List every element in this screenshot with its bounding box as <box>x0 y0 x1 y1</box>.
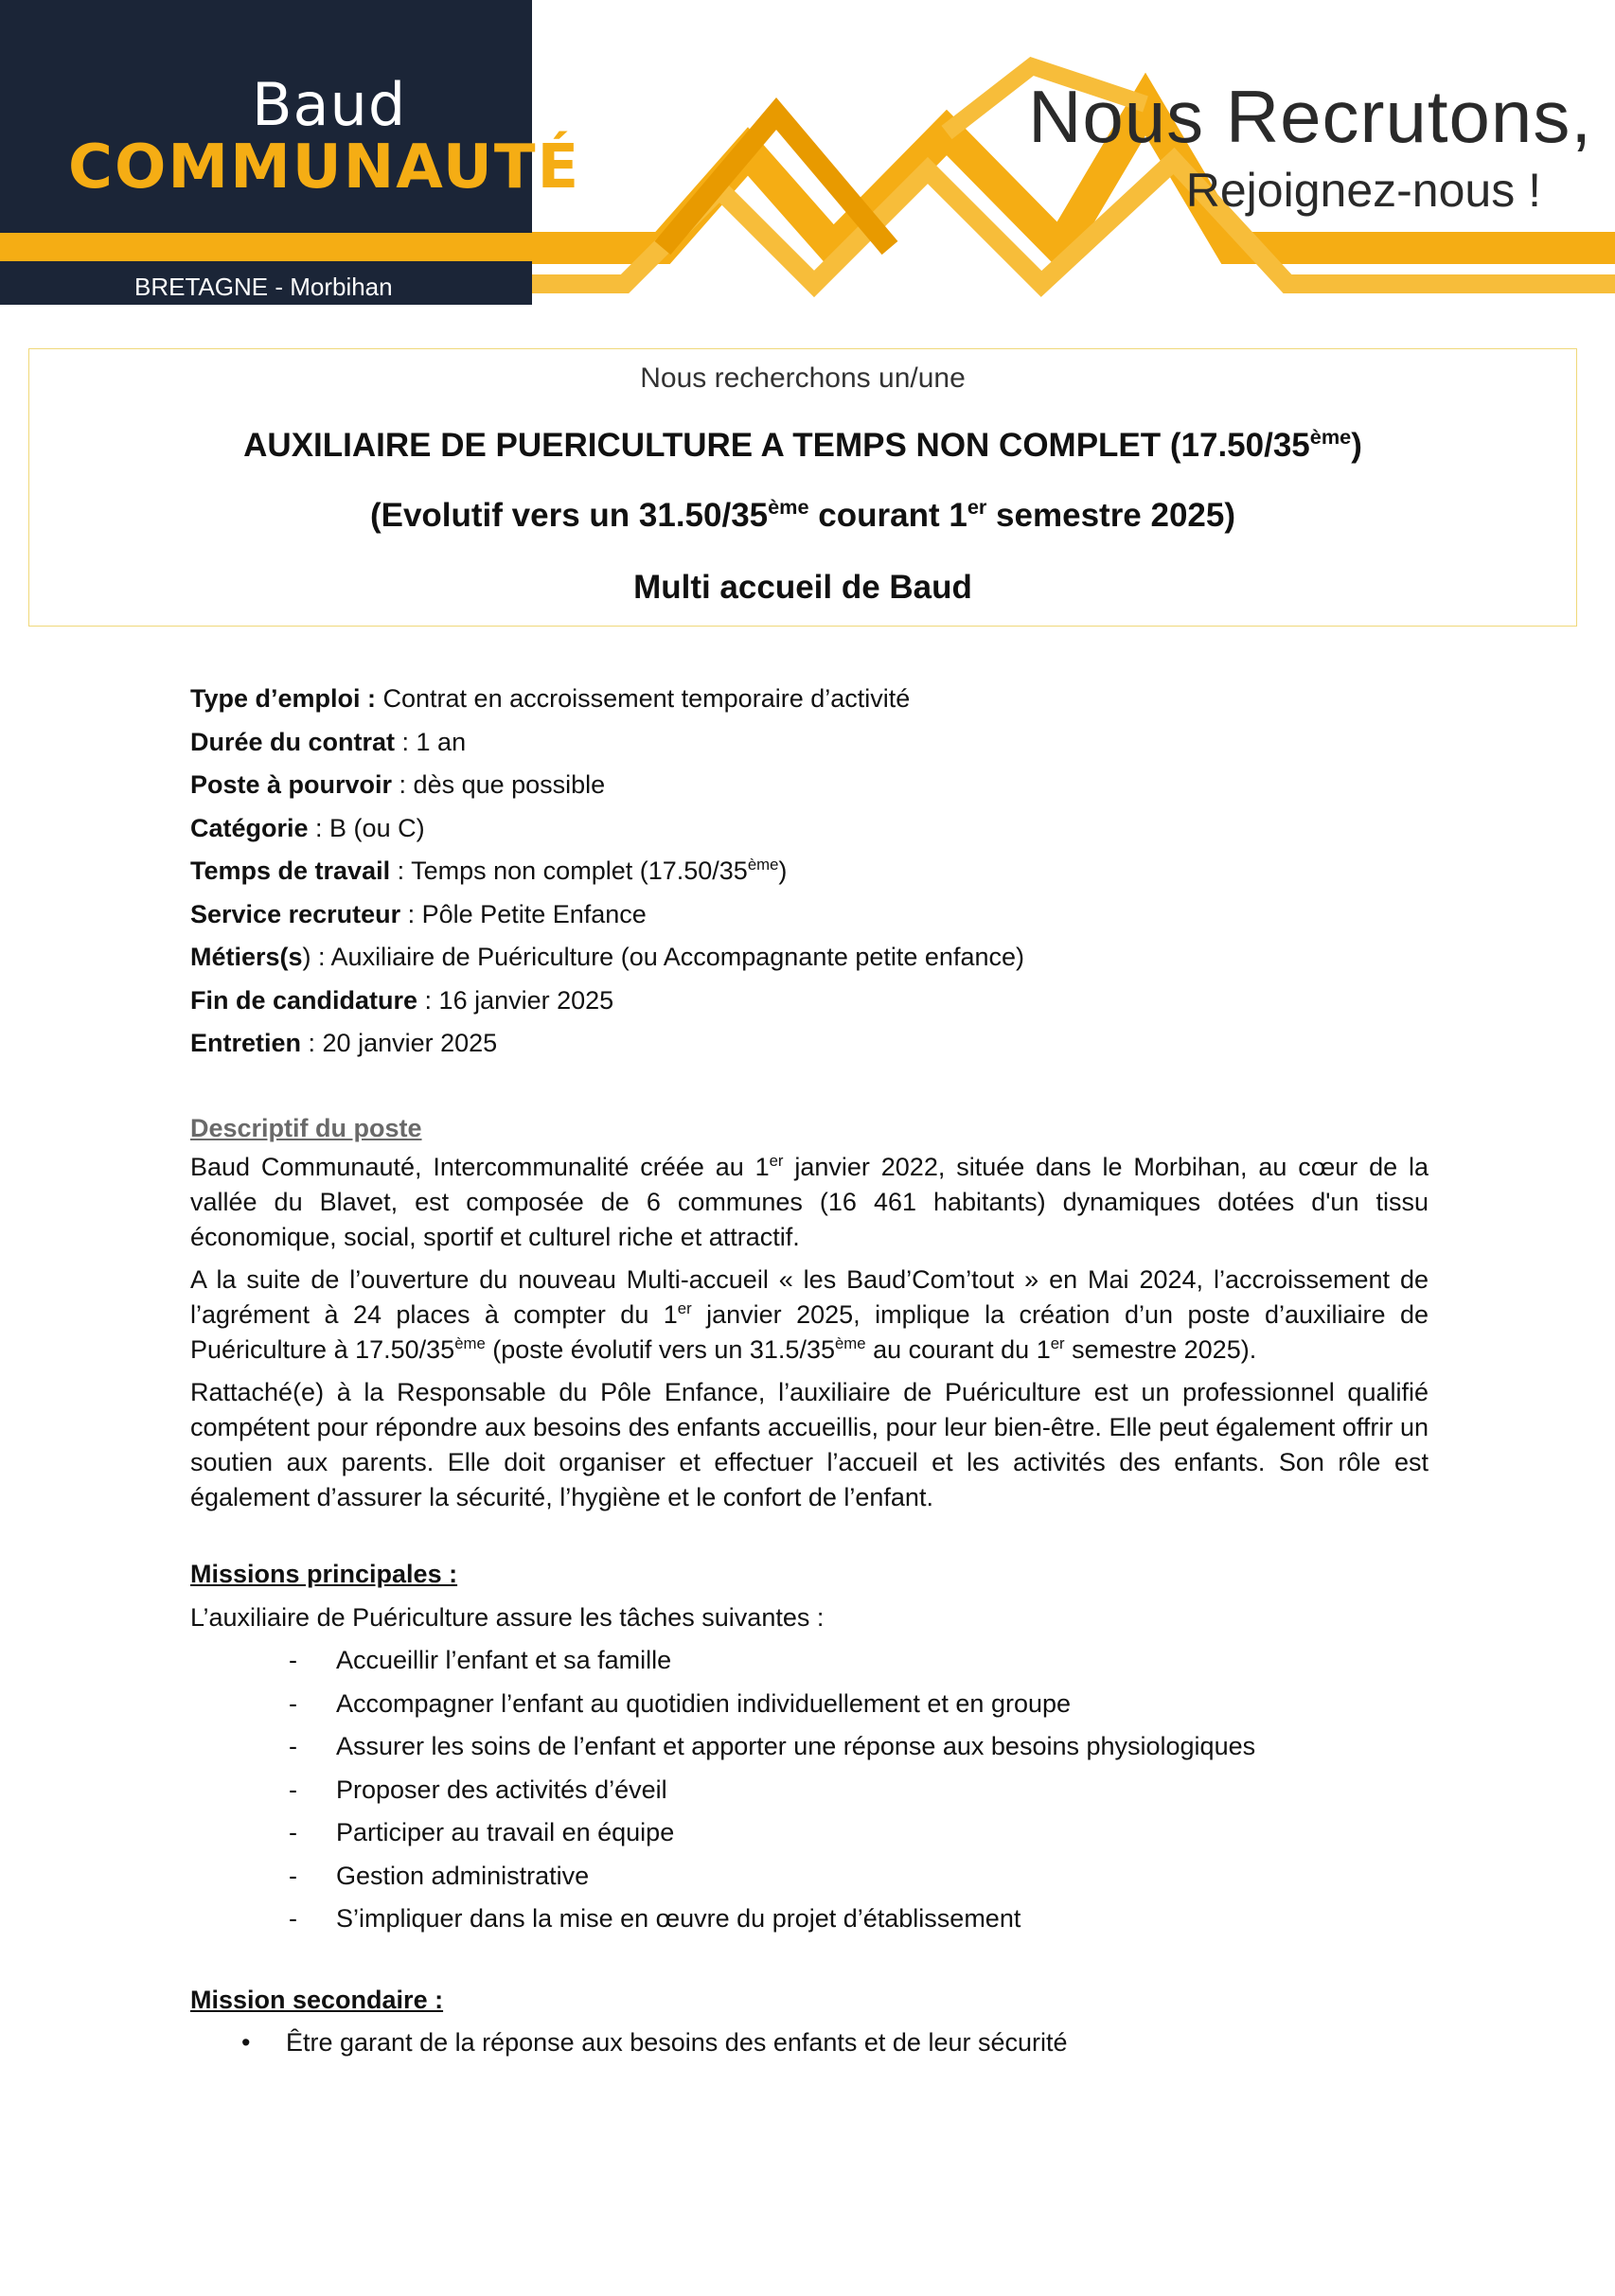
job-title: AUXILIAIRE DE PUERICULTURE A TEMPS NON COMPLET (17.50/35ème) <box>243 424 1362 464</box>
info-item-work-time: Temps de travail : Temps non complet (17.50/35ème) <box>190 855 788 885</box>
info-item-type: Type d’emploi : Contrat en accroissement temporaire d’activité <box>190 684 911 713</box>
job-evolution: (Evolutif vers un 31.50/35ème courant 1er semestre 2025) <box>369 494 1236 534</box>
job-location: Multi accueil de Baud <box>633 569 972 606</box>
brand-gold-band <box>0 233 532 261</box>
list-item: • Être garant de la réponse aux besoins des enfants et de leur sécurité <box>190 2022 1429 2065</box>
list-item: - S’impliquer dans la mise en œuvre du projet d’établissement <box>190 1898 1429 1941</box>
list-item: - Gestion administrative <box>190 1855 1429 1899</box>
description-paragraph: A la suite de l’ouverture du nouveau Multi-accueil « les Baud’Com’tout » en Mai 2024, l’accroissement de l’agrément à 24 places à compter du 1er janvier 2025, implique la création d’un poste d’auxiliaire de Puériculture à 17.50/35ème (poste évolutif vers un 31.5/35ème au courant du 1er semestre 2025). <box>190 1265 1429 1364</box>
missions-intro: L’auxiliaire de Puériculture assure les tâches suivantes : <box>190 1602 825 1632</box>
info-list <box>190 678 1429 1066</box>
description-paragraph: Baud Communauté, Intercommunalité créée au 1er janvier 2022, située dans le Morbihan, au cœur de la vallée du Blavet, est composée de 6 communes (16 461 habitants) dynamiques dotées d'un tissu économique, social, sportif et culturel riche et attractif. <box>190 1151 1429 1251</box>
recruitment-banner <box>0 0 1615 305</box>
list-item: - Accueillir l’enfant et sa famille <box>190 1639 1429 1683</box>
info-item-service: Service recruteur : Pôle Petite Enfance <box>190 899 647 928</box>
list-item: - Proposer des activités d’éveil <box>190 1769 1429 1812</box>
missions-title: Missions principales : <box>190 1560 458 1588</box>
info-item-category: Catégorie : B (ou C) <box>190 813 425 842</box>
list-item: - Participer au travail en équipe <box>190 1811 1429 1855</box>
job-details <box>190 678 1429 2065</box>
list-item: - Accompagner l’enfant au quotidien individuellement et en groupe <box>190 1683 1429 1726</box>
banner-title: Nous Recrutons, <box>1028 75 1592 158</box>
missions-section <box>190 1553 1429 1941</box>
info-item-interview: Entretien : 20 janvier 2025 <box>190 1029 498 1057</box>
secondary-title: Mission secondaire : <box>190 1985 444 2014</box>
description-section <box>190 1107 1429 1516</box>
list-item: - Assurer les soins de l’enfant et apporter une réponse aux besoins physiologiques <box>190 1725 1429 1769</box>
job-title-box <box>28 348 1577 627</box>
info-item-deadline: Fin de candidature : 16 janvier 2025 <box>190 985 614 1015</box>
secondary-section <box>190 1979 1429 2065</box>
secondary-list <box>190 2022 1429 2065</box>
info-item-duration: Durée du contrat : 1 an <box>190 727 467 756</box>
brand-region: BRETAGNE - Morbihan <box>134 273 393 301</box>
info-item-jobs: Métiers(s) : Auxiliaire de Puériculture (ou Accompagnante petite enfance) <box>190 943 1024 971</box>
brand-name-baud: Baud <box>252 70 407 139</box>
job-intro: Nous recherchons un/une <box>640 362 966 394</box>
banner-subtitle: Rejoignez-nous ! <box>1185 164 1541 217</box>
description-title: Descriptif du poste <box>190 1113 422 1142</box>
missions-list <box>190 1639 1429 1941</box>
info-item-start: Poste à pourvoir : dès que possible <box>190 770 606 799</box>
description-paragraph: Rattaché(e) à la Responsable du Pôle Enfance, l’auxiliaire de Puériculture est un professionnel qualifié compétent pour répondre aux besoins des enfants accueillis, pour leur bien-être. Elle peut également offrir un soutien aux parents. Elle doit organiser et effectuer l’accueil et les activités des enfants. Son rôle est également d’assurer la sécurité, l’hygiène et le confort de l’enfant. <box>190 1378 1429 1511</box>
brand-name-communaute: COMMUNAUTÉ <box>68 132 581 203</box>
